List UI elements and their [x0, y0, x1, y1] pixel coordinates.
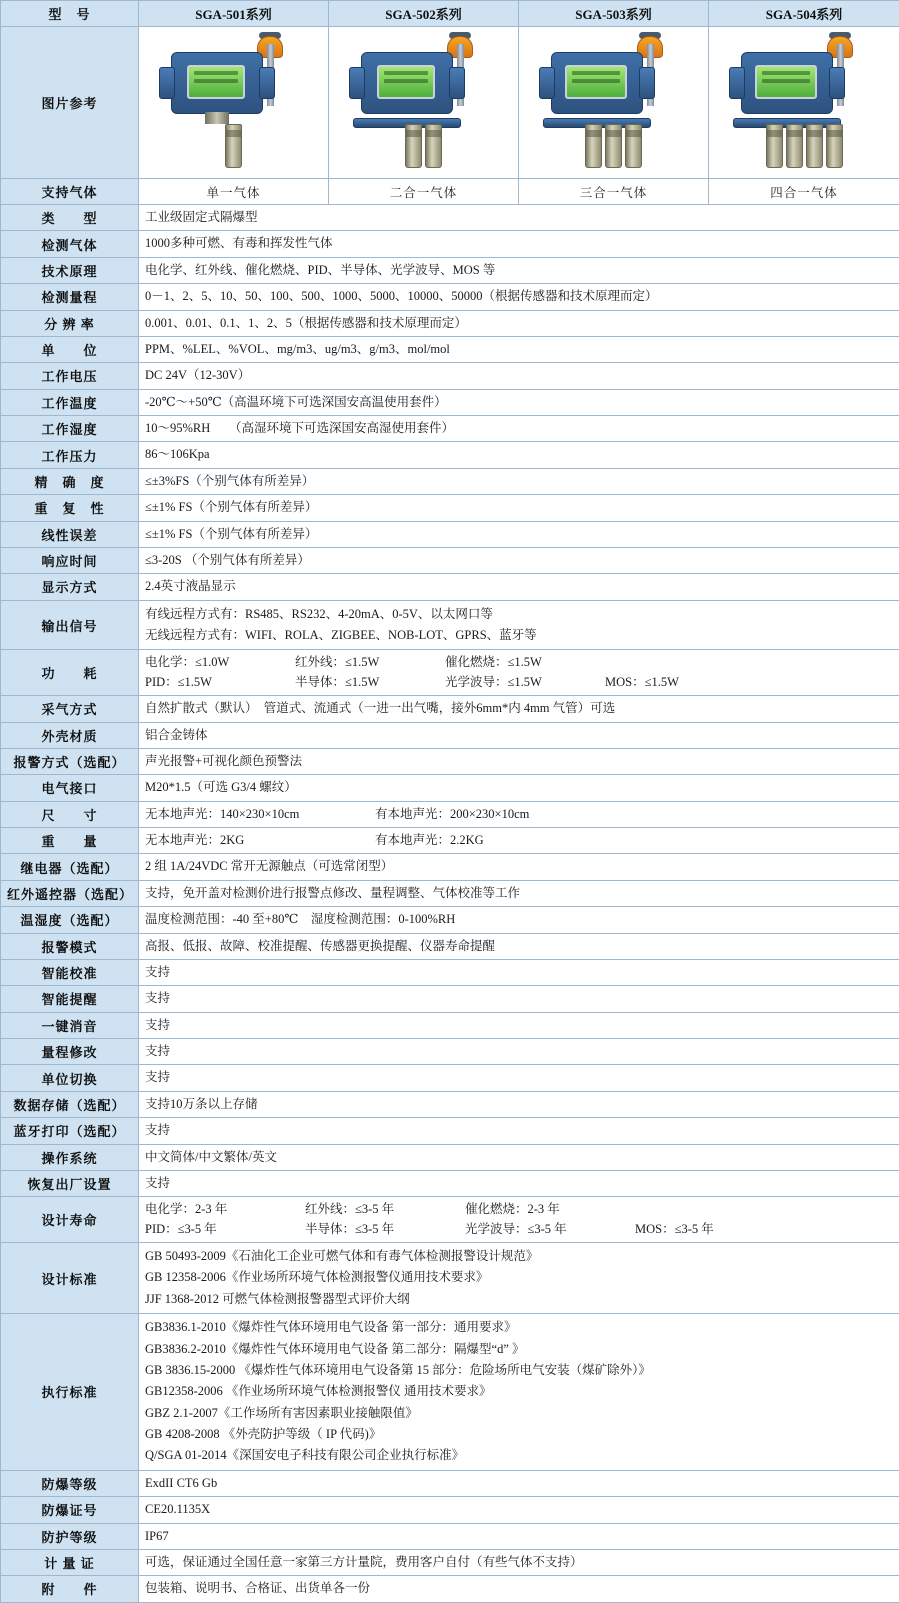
table-row-sampling	[1, 696, 899, 722]
detector-display	[377, 65, 435, 99]
table-row-design-life	[1, 1197, 899, 1243]
table-row-pressure	[1, 442, 899, 468]
table-row-ex-certificate	[1, 1497, 899, 1523]
row-value-pressure: 86～106Kpa	[139, 442, 899, 468]
row-label-data-storage: 数据存储（选配）	[1, 1091, 139, 1117]
table-row-design-standard	[1, 1243, 899, 1314]
row-label-range: 检测量程	[1, 284, 139, 310]
exec-standard-item: GB12358-2006 《作业场所环境气体检测报警仪 通用技术要求》	[145, 1381, 893, 1402]
row-label-alarm-method: 报警方式（选配）	[1, 748, 139, 774]
dimension-with-alarm: 有本地声光：200×230×10cm	[375, 805, 529, 824]
table-row-linearity	[1, 521, 899, 547]
gas-detector-illustration-1	[149, 32, 319, 174]
row-label-factory-reset: 恢复出厂设置	[1, 1170, 139, 1196]
row-value-smart-calibration: 支持	[139, 959, 899, 985]
row-label-one-key-mute: 一键消音	[1, 1012, 139, 1038]
table-row-unit	[1, 336, 899, 362]
row-label-unit: 单 位	[1, 336, 139, 362]
design-standard-item: GB 12358-2006《作业场所环境气体检测报警仪通用技术要求》	[145, 1267, 893, 1288]
model-header-502: SGA-502系列	[329, 1, 519, 27]
row-label-housing-material: 外壳材质	[1, 722, 139, 748]
row-value-accuracy: ≤±3%FS（个别气体有所差异）	[139, 468, 899, 494]
weight-with-alarm: 有本地声光：2.2KG	[375, 831, 484, 850]
sensor-probe	[826, 124, 843, 168]
table-row-metrology-certificate	[1, 1549, 899, 1575]
table-row-alarm-method	[1, 748, 899, 774]
product-image-503	[519, 27, 709, 179]
power-infrared: 红外线：≤1.5W	[295, 653, 445, 672]
row-value-one-key-mute: 支持	[139, 1012, 899, 1038]
life-mos: MOS：≤3-5 年	[635, 1220, 714, 1239]
row-label-weight: 重 量	[1, 828, 139, 854]
table-row-temperature	[1, 389, 899, 415]
gas-detector-illustration-2	[339, 32, 509, 174]
table-row-dimension	[1, 801, 899, 827]
exec-standard-item: GB 4208-2008 《外壳防护等级（ IP 代码)》	[145, 1424, 893, 1445]
row-value-output-signal	[139, 600, 899, 650]
row-label-os: 操作系统	[1, 1144, 139, 1170]
row-value-design-life	[139, 1197, 899, 1243]
row-label-smart-calibration: 智能校准	[1, 959, 139, 985]
row-value-principle: 电化学、红外线、催化燃烧、PID、半导体、光学波导、MOS 等	[139, 257, 899, 283]
row-label-temperature: 工作温度	[1, 389, 139, 415]
row-label-accuracy: 精 确 度	[1, 468, 139, 494]
row-value-response-time: ≤3-20S （个别气体有所差异）	[139, 547, 899, 573]
table-row-bluetooth-print	[1, 1118, 899, 1144]
row-value-relay: 2 组 1A/24VDC 常开无源触点（可选常闭型）	[139, 854, 899, 880]
table-row-alarm-mode	[1, 933, 899, 959]
product-image-501	[139, 27, 329, 179]
row-value-ex-rating: ExdII CT6 Gb	[139, 1470, 899, 1496]
design-life-line-2	[145, 1220, 893, 1239]
row-value-smart-reminder: 支持	[139, 986, 899, 1012]
power-line-1	[145, 653, 893, 672]
row-value-alarm-mode: 高报、低报、故障、校准提醒、传感器更换提醒、仪器寿命提醒	[139, 933, 899, 959]
table-row-weight	[1, 828, 899, 854]
detector-display	[755, 65, 817, 99]
row-label-relay: 继电器（选配）	[1, 854, 139, 880]
sensor-probe	[605, 124, 622, 168]
row-label-metrology-certificate: 计 量 证	[1, 1549, 139, 1575]
row-value-temp-humidity-option: 温度检测范围：-40 至+80℃ 湿度检测范围：0-100%RH	[139, 907, 899, 933]
sensor-probe	[405, 124, 422, 168]
sensor-group	[149, 124, 319, 168]
table-row-housing-material	[1, 722, 899, 748]
table-row-range-modify	[1, 1039, 899, 1065]
table-row-response-time	[1, 547, 899, 573]
life-catalytic: 催化燃烧：2-3 年	[465, 1200, 635, 1219]
row-label-sampling: 采气方式	[1, 696, 139, 722]
row-label-type: 类 型	[1, 205, 139, 231]
table-row-output-signal	[1, 600, 899, 650]
row-value-detect-gas: 1000多种可燃、有毒和挥发性气体	[139, 231, 899, 257]
table-row-os	[1, 1144, 899, 1170]
row-value-accessories: 包装箱、说明书、合格证、出货单各一份	[139, 1576, 899, 1602]
row-label-design-standard: 设计标准	[1, 1243, 139, 1314]
row-value-linearity: ≤±1% FS（个别气体有所差异）	[139, 521, 899, 547]
exec-standard-item: Q/SGA 01-2014《深国安电子科技有限公司企业执行标准》	[145, 1445, 893, 1466]
table-row-resolution	[1, 310, 899, 336]
row-value-design-standard	[139, 1243, 899, 1314]
row-value-weight	[139, 828, 899, 854]
table-row-voltage	[1, 363, 899, 389]
sensor-probe	[425, 124, 442, 168]
row-value-electrical-interface: M20*1.5（可选 G3/4 螺纹）	[139, 775, 899, 801]
sensor-group	[529, 124, 699, 168]
row-label-range-modify: 量程修改	[1, 1039, 139, 1065]
row-value-voltage: DC 24V（12-30V）	[139, 363, 899, 389]
table-row-accessories	[1, 1576, 899, 1602]
life-semiconductor: 半导体：≤3-5 年	[305, 1220, 465, 1239]
row-value-power	[139, 650, 899, 696]
row-value-temperature: -20℃～+50℃（高温环境下可选深国安高温使用套件）	[139, 389, 899, 415]
dimension-without-alarm: 无本地声光：140×230×10cm	[145, 805, 375, 824]
power-optical-waveguide: 光学波导：≤1.5W	[445, 673, 605, 692]
gas-detector-illustration-3	[529, 32, 699, 174]
row-value-ir-remote: 支持，免开盖对检测价进行报警点修改、量程调整、气体校准等工作	[139, 880, 899, 906]
product-image-504	[709, 27, 899, 179]
row-value-bluetooth-print: 支持	[139, 1118, 899, 1144]
row-label-ir-remote: 红外遥控器（选配）	[1, 880, 139, 906]
power-semiconductor: 半导体：≤1.5W	[295, 673, 445, 692]
row-label-output-signal: 输出信号	[1, 600, 139, 650]
table-row-model	[1, 1, 899, 27]
row-value-humidity: 10～95%RH （高湿环境下可选深国安高湿使用套件）	[139, 416, 899, 442]
model-header-501: SGA-501系列	[139, 1, 329, 27]
row-label-dimension: 尺 寸	[1, 801, 139, 827]
row-value-resolution: 0.001、0.01、0.1、1、2、5（根据传感器和技术原理而定）	[139, 310, 899, 336]
table-row-accuracy	[1, 468, 899, 494]
weight-without-alarm: 无本地声光：2KG	[145, 831, 375, 850]
row-label-ip-rating: 防护等级	[1, 1523, 139, 1549]
row-label-accessories: 附 件	[1, 1576, 139, 1602]
sensor-group	[719, 124, 889, 168]
row-label-electrical-interface: 电气接口	[1, 775, 139, 801]
sensor-probe	[225, 124, 242, 168]
supported-gas-501: 单一气体	[139, 179, 329, 205]
exec-standard-item: GB3836.1-2010《爆炸性气体环境用电气设备 第一部分：通用要求》	[145, 1317, 893, 1338]
table-row-humidity	[1, 416, 899, 442]
life-pid: PID：≤3-5 年	[145, 1220, 305, 1239]
power-electrochemical: 电化学：≤1.0W	[145, 653, 295, 672]
row-value-range-modify: 支持	[139, 1039, 899, 1065]
table-row-supported-gas	[1, 179, 899, 205]
power-catalytic: 催化燃烧：≤1.5W	[445, 653, 605, 672]
row-value-factory-reset: 支持	[139, 1170, 899, 1196]
row-label-resolution: 分 辨 率	[1, 310, 139, 336]
table-row-ip-rating	[1, 1523, 899, 1549]
sensor-probe	[806, 124, 823, 168]
table-row-data-storage	[1, 1091, 899, 1117]
design-life-line-1	[145, 1200, 893, 1219]
row-label-unit-switch: 单位切换	[1, 1065, 139, 1091]
product-image-502	[329, 27, 519, 179]
table-row-unit-switch	[1, 1065, 899, 1091]
table-row-temp-humidity-option	[1, 907, 899, 933]
row-label-voltage: 工作电压	[1, 363, 139, 389]
row-value-exec-standard	[139, 1314, 899, 1471]
table-row-electrical-interface	[1, 775, 899, 801]
row-label-supported-gas: 支持气体	[1, 179, 139, 205]
table-row-image	[1, 27, 899, 179]
row-value-ip-rating: IP67	[139, 1523, 899, 1549]
row-label-linearity: 线性误差	[1, 521, 139, 547]
row-label-design-life: 设计寿命	[1, 1197, 139, 1243]
row-value-data-storage: 支持10万条以上存储	[139, 1091, 899, 1117]
row-value-ex-certificate: CE20.1135X	[139, 1497, 899, 1523]
table-row-principle	[1, 257, 899, 283]
model-header-503: SGA-503系列	[519, 1, 709, 27]
table-row-factory-reset	[1, 1170, 899, 1196]
table-row-range	[1, 284, 899, 310]
exec-standard-item: GBZ 2.1-2007《工作场所有害因素职业接触限值》	[145, 1403, 893, 1424]
row-label-display: 显示方式	[1, 574, 139, 600]
detector-display	[187, 65, 245, 99]
sensor-probe	[585, 124, 602, 168]
row-label-bluetooth-print: 蓝牙打印（选配）	[1, 1118, 139, 1144]
row-label-alarm-mode: 报警模式	[1, 933, 139, 959]
detector-neck	[205, 112, 229, 124]
table-row-type	[1, 205, 899, 231]
life-electrochemical: 电化学：2-3 年	[145, 1200, 305, 1219]
table-row-ir-remote	[1, 880, 899, 906]
row-label-repeatability: 重 复 性	[1, 495, 139, 521]
power-pid: PID：≤1.5W	[145, 673, 295, 692]
row-value-range: 0－1、2、5、10、50、100、500、1000、5000、10000、50000（根据传感器和技术原理而定）	[139, 284, 899, 310]
row-value-os: 中文简体/中文繁体/英文	[139, 1144, 899, 1170]
row-value-alarm-method: 声光报警+可视化颜色预警法	[139, 748, 899, 774]
row-value-housing-material: 铝合金铸体	[139, 722, 899, 748]
row-label-humidity: 工作湿度	[1, 416, 139, 442]
row-label-response-time: 响应时间	[1, 547, 139, 573]
table-row-smart-reminder	[1, 986, 899, 1012]
sensor-probe	[625, 124, 642, 168]
row-label-exec-standard: 执行标准	[1, 1314, 139, 1471]
row-label-detect-gas: 检测气体	[1, 231, 139, 257]
row-label-ex-rating: 防爆等级	[1, 1470, 139, 1496]
power-mos: MOS：≤1.5W	[605, 673, 770, 692]
row-value-display: 2.4英寸液晶显示	[139, 574, 899, 600]
row-label-power: 功 耗	[1, 650, 139, 696]
sensor-probe	[766, 124, 783, 168]
sensor-probe	[786, 124, 803, 168]
table-row-detect-gas	[1, 231, 899, 257]
detector-display	[565, 65, 627, 99]
exec-standard-item: GB3836.2-2010《爆炸性气体环境用电气设备 第二部分：隔爆型“d” 》	[145, 1339, 893, 1360]
table-row-power	[1, 650, 899, 696]
output-signal-wired: 有线远程方式有：RS485、RS232、4-20mA、0-5V、以太网口等	[145, 604, 893, 625]
table-row-repeatability	[1, 495, 899, 521]
gas-detector-illustration-4	[719, 32, 889, 174]
exec-standard-item: GB 3836.15-2000 《爆炸性气体环境用电气设备第 15 部分：危险场所电气安装（煤矿除外）》	[145, 1360, 893, 1381]
row-label-principle: 技术原理	[1, 257, 139, 283]
model-header-504: SGA-504系列	[709, 1, 899, 27]
table-row-display	[1, 574, 899, 600]
row-label-smart-reminder: 智能提醒	[1, 986, 139, 1012]
row-label-model: 型 号	[1, 1, 139, 27]
row-value-type: 工业级固定式隔爆型	[139, 205, 899, 231]
table-row-smart-calibration	[1, 959, 899, 985]
life-optical-waveguide: 光学波导：≤3-5 年	[465, 1220, 635, 1239]
row-label-ex-certificate: 防爆证号	[1, 1497, 139, 1523]
table-row-relay	[1, 854, 899, 880]
row-value-sampling: 自然扩散式（默认） 管道式、流通式（一进一出气嘴，接外6mm*内 4mm 气管）可选	[139, 696, 899, 722]
supported-gas-504: 四合一气体	[709, 179, 899, 205]
sensor-group	[339, 124, 509, 168]
row-value-repeatability: ≤±1% FS（个别气体有所差异）	[139, 495, 899, 521]
row-value-dimension	[139, 801, 899, 827]
life-infrared: 红外线：≤3-5 年	[305, 1200, 465, 1219]
row-value-unit: PPM、%LEL、%VOL、mg/m3、ug/m3、g/m3、mol/mol	[139, 336, 899, 362]
row-value-unit-switch: 支持	[139, 1065, 899, 1091]
supported-gas-503: 三合一气体	[519, 179, 709, 205]
table-row-ex-rating	[1, 1470, 899, 1496]
supported-gas-502: 二合一气体	[329, 179, 519, 205]
table-row-one-key-mute	[1, 1012, 899, 1038]
design-standard-item: JJF 1368-2012 可燃气体检测报警器型式评价大纲	[145, 1289, 893, 1310]
row-label-pressure: 工作压力	[1, 442, 139, 468]
output-signal-wireless: 无线远程方式有：WIFI、ROLA、ZIGBEE、NOB-LOT、GPRS、蓝牙等	[145, 625, 893, 646]
row-label-image: 图片参考	[1, 27, 139, 179]
row-label-temp-humidity-option: 温湿度（选配）	[1, 907, 139, 933]
power-line-2	[145, 673, 893, 692]
table-row-exec-standard	[1, 1314, 899, 1471]
design-standard-item: GB 50493-2009《石油化工企业可燃气体和有毒气体检测报警设计规范》	[145, 1246, 893, 1267]
row-value-metrology-certificate: 可选，保证通过全国任意一家第三方计量院，费用客户自付（有些气体不支持）	[139, 1549, 899, 1575]
